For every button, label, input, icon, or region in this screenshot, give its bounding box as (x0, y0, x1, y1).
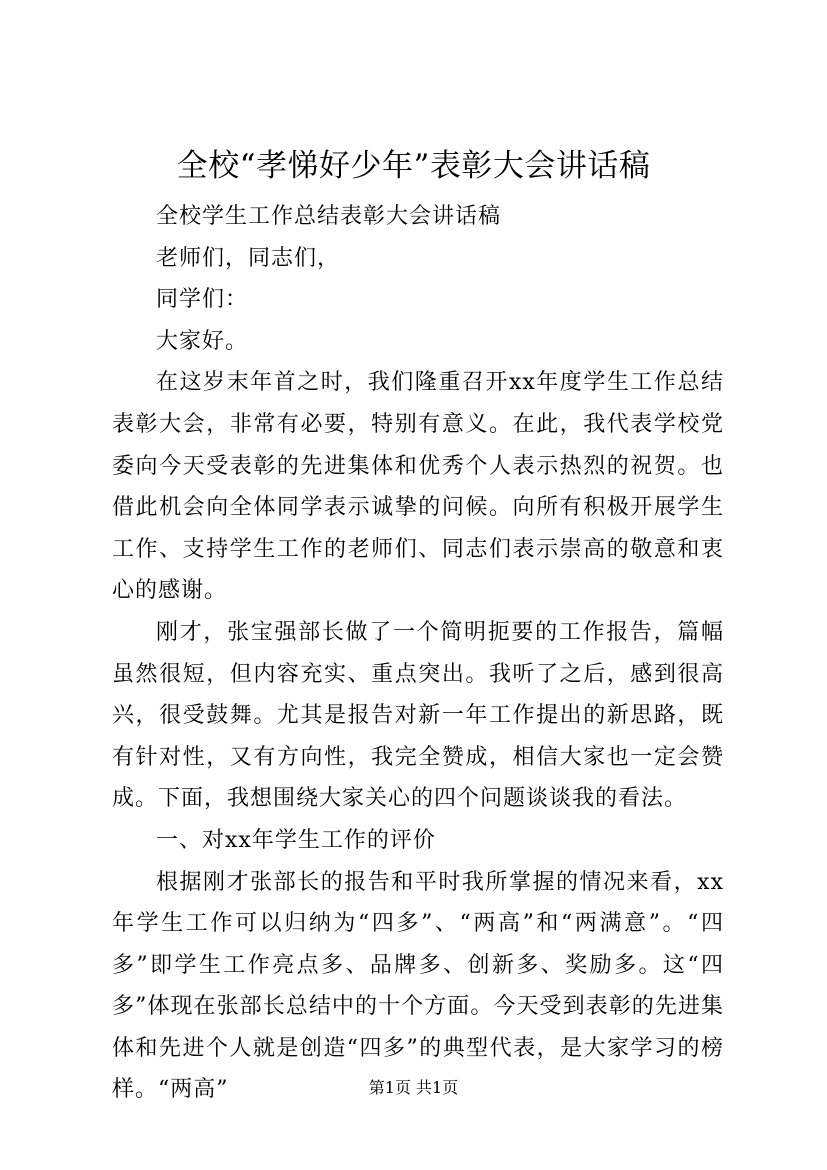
document-title: 全校“孝悌好少年”表彰大会讲话稿 (176, 148, 651, 184)
document-body (112, 196, 724, 1111)
page-number-footer: 第1页 共1页 (368, 1078, 459, 1097)
paragraph-evaluation: 根据刚才张部长的报告和平时我所掌握的情况来看，xx年学生工作可以归纳为“四多”、“两高”和“两满意”。“四多”即学生工作亮点多、品牌多、创新多、奖励多。这“四多”体现在张部长总结中的十个方面。今天受到表彰的先进集体和先进个人就是创造“四多”的典型代表，是大家学习的榜样。“两高” (112, 869, 724, 1103)
paragraph-greeting-students: 同学们： (156, 287, 249, 313)
paragraph-subtitle: 全校学生工作总结表彰大会讲话稿 (156, 204, 502, 229)
section-heading-1: 一、对xx年学生工作的评价 (156, 827, 436, 853)
paragraph-report-comment: 刚才，张宝强部长做了一个简明扼要的工作报告，篇幅虽然很短，但内容充实、重点突出。我听了之后，感到很高兴，很受鼓舞。尤其是报告对新一年工作提出的新思路，既有针对性，又有方向性，我完全赞成，相信大家也一定会赞成。下面，我想围绕大家关心的四个问题谈谈我的看法。 (112, 619, 724, 812)
paragraph-opening: 在这岁末年首之时，我们隆重召开xx年度学生工作总结表彰大会，非常有必要，特别有意义。在此，我代表学校党委向今天受表彰的先进集体和优秀个人表示热烈的祝贺。也借此机会向全体同学表示诚挚的问候。向所有积极开展学生工作、支持学生工作的老师们、同志们表示崇高的敬意和衷心的感谢。 (112, 370, 724, 604)
paragraph-hello: 大家好。 (156, 328, 249, 354)
paragraph-greeting-teachers: 老师们，同志们， (156, 245, 341, 271)
